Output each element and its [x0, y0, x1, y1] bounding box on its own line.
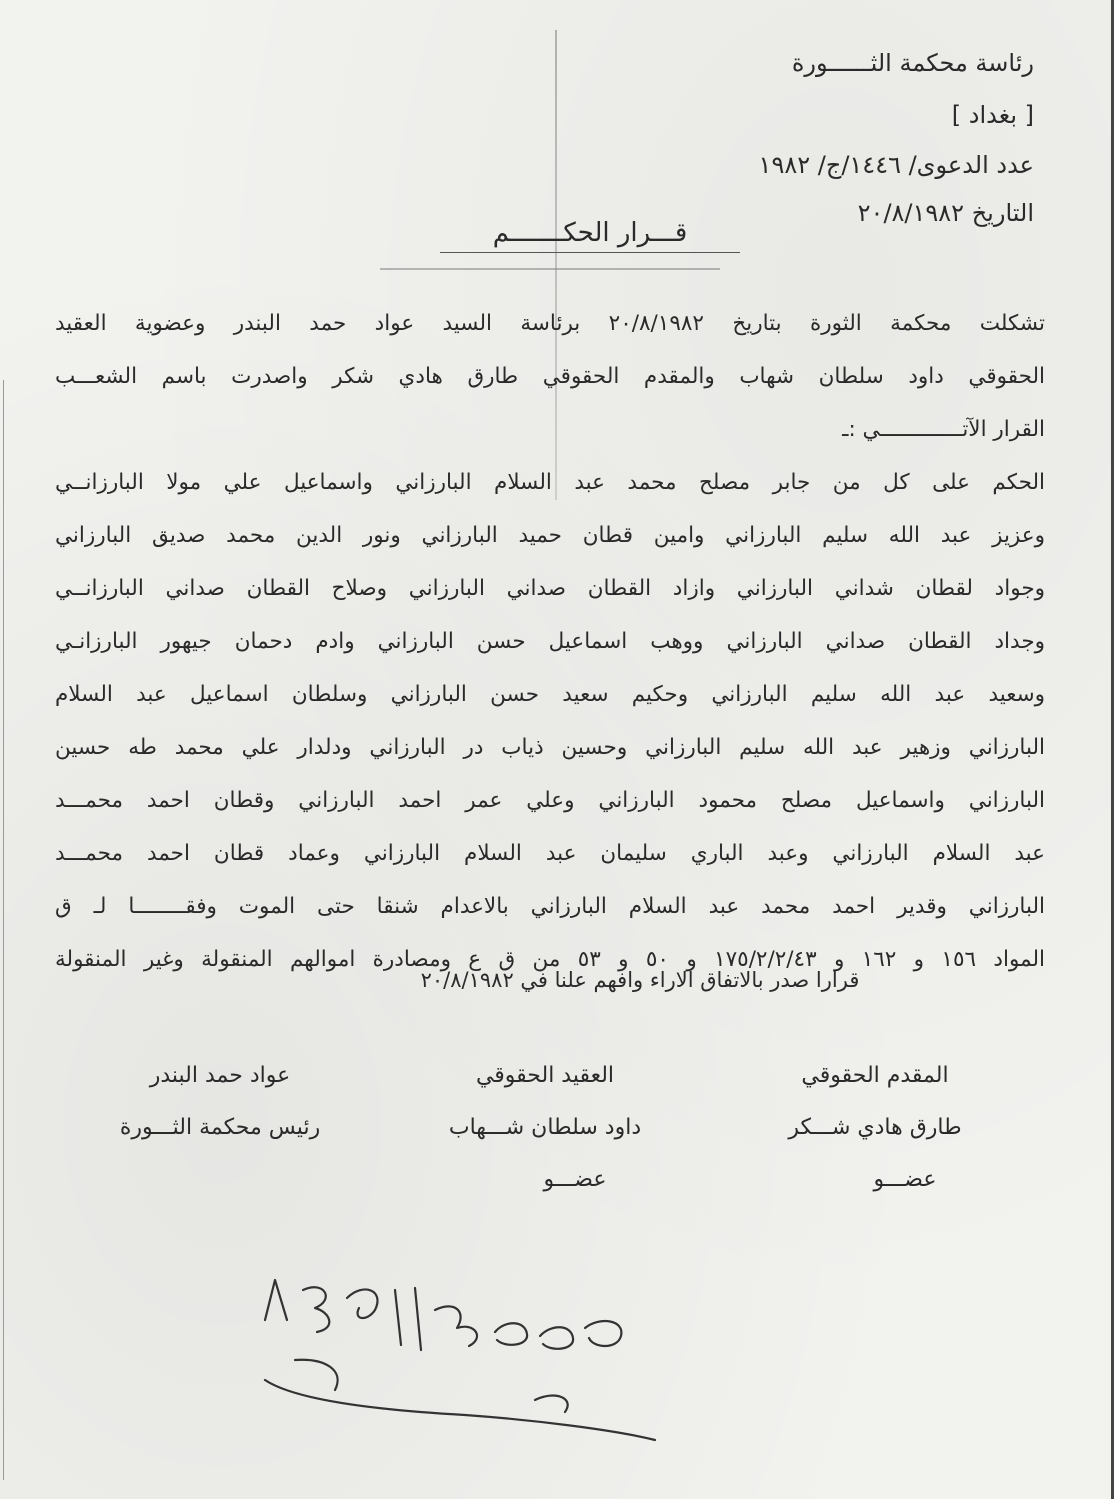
- header-date: التاريخ ٢٠/٨/١٩٨٢: [857, 199, 1034, 227]
- body-line: وجداد القطان صداني البارزاني ووهب اسماعيل حسن البارزاني وادم دحمان جيهور البارزانـي: [55, 629, 1045, 654]
- body-line: البارزاني وقدير احمد محمد عبد السلام البارزاني بالاعدام شنقا حتى الموت وفقــــــــا لـ ق: [55, 894, 1045, 919]
- body-line: وجواد لقطان شداني البارزاني وازاد القطان صداني البارزاني وصلاح القطان صداني البارزانــي: [55, 576, 1045, 601]
- signature-rank: عواد حمد البندر: [149, 1063, 291, 1088]
- signature-rank: العقيد الحقوقي: [475, 1063, 615, 1088]
- signature-member-lt-colonel: [735, 1050, 1015, 1206]
- body-line: المواد ١٥٦ و ١٦٢ و ١٧٥/٢/٢/٤٣ و ٥٠ و ٥٣ من ق ع ومصادرة اموالهم المنقولة وغير المنقولة: [55, 947, 1045, 972]
- closing-statement: قرارا صدر بالاتفاق الاراء وافهم علنا في ٢٠/٨/١٩٨٢: [420, 968, 860, 992]
- signature-rank: المقدم الحقوقي: [801, 1063, 949, 1088]
- signature-name: رئيس محكمة الثـــورة: [119, 1115, 321, 1140]
- body-line: القرار الآتـــــــــــــي :ـ: [842, 417, 1045, 442]
- header-case-number: عدد الدعوى/ ١٤٤٦/ج/ ١٩٨٢: [758, 151, 1034, 179]
- signature-name: طارق هادي شـــكر: [788, 1115, 962, 1140]
- header-case-type: [ بغداد ]: [951, 101, 1034, 129]
- document-title: قـــرار الحكـــــــم: [440, 218, 740, 253]
- handwritten-number: [235, 1250, 705, 1470]
- body-line: الحقوقي داود سلطان شهاب والمقدم الحقوقي طارق هادي شكر واصدرت باسم الشعـــب: [55, 364, 1045, 389]
- verdict-body: [55, 302, 1045, 991]
- body-line: البارزاني وزهير عبد الله سليم البارزاني وحسين ذياب در البارزاني ودلدار علي محمد طه حسين: [55, 735, 1045, 760]
- signature-role: عضـــو: [543, 1167, 607, 1192]
- header-authority: رئاسة محكمة الثــــــورة: [791, 49, 1034, 77]
- body-line: البارزاني واسماعيل مصلح محمود البارزاني وعلي عمر احمد البارزاني وقطان احمد محمـــد: [55, 788, 1045, 813]
- body-line: وسعيد عبد الله سليم البارزاني وحكيم سعيد حسن البارزاني وسلطان اسماعيل عبد السلام: [55, 682, 1045, 707]
- signature-member-colonel: [405, 1050, 685, 1206]
- body-line: عبد السلام البارزاني وعبد الباري سليمان عبد السلام البارزاني وعماد قطان احمد محمـــد: [55, 841, 1045, 866]
- signature-role: عضـــو: [873, 1167, 937, 1192]
- signature-presiding-judge: [80, 1050, 360, 1154]
- body-line: تشكلت محكمة الثورة بتاريخ ٢٠/٨/١٩٨٢ برئاسة السيد عواد حمد البندر وعضوية العقيد: [55, 311, 1045, 336]
- scan-edge-left: [3, 380, 4, 1480]
- body-line: وعزيز عبد الله سليم البارزاني وامين قطان حميد البارزاني ونور الدين محمد صديق البارزاني: [55, 523, 1045, 548]
- signature-name: داود سلطان شـــهاب: [448, 1115, 642, 1140]
- title-underline-fold: [380, 268, 720, 270]
- body-line: الحكم على كل من جابر مصلح محمد عبد السلام البارزاني واسماعيل علي مولا البارزانــي: [55, 470, 1045, 495]
